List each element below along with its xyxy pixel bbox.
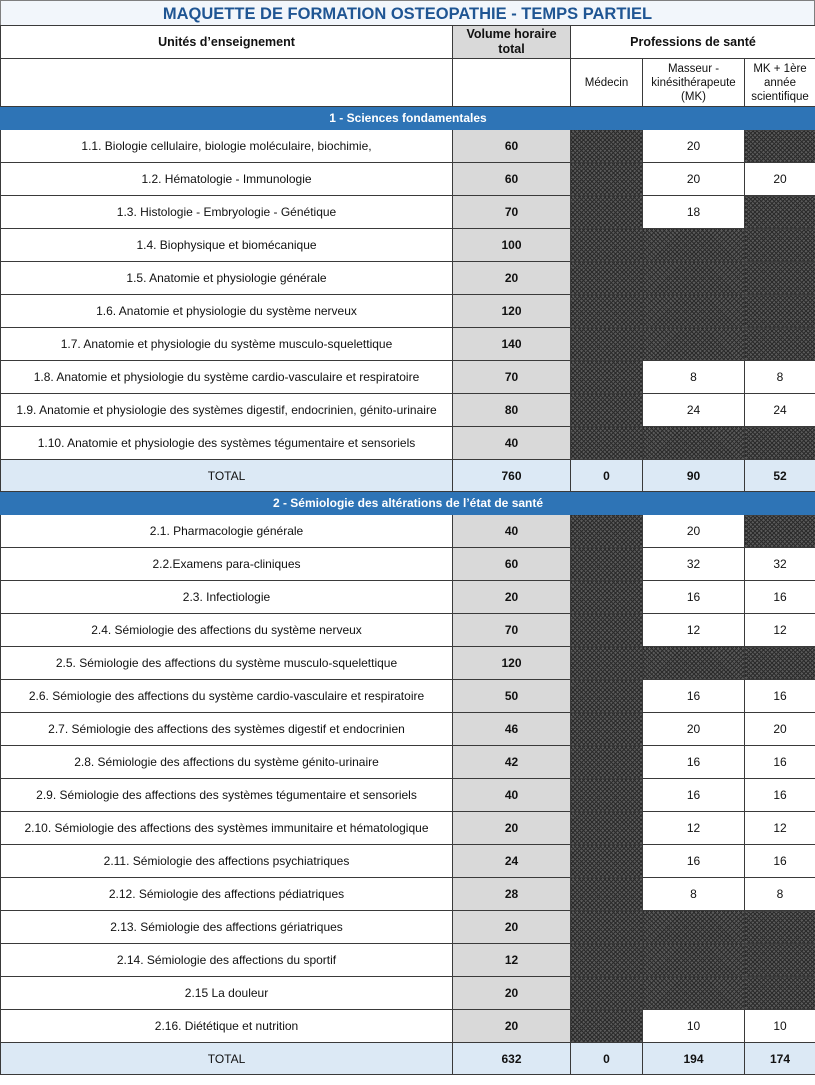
header-mk1-line1: MK + 1ère [753, 62, 807, 75]
table-row [1, 229, 815, 262]
unit-label: 2.14. Sémiologie des affections du sportif [1, 944, 453, 977]
mk-cell: 8 [643, 361, 745, 394]
unit-label: 2.5. Sémiologie des affections du système musculo-squelettique [1, 647, 453, 680]
mk1-cell: 16 [745, 746, 815, 779]
volume-cell: 40 [453, 427, 571, 460]
header-units: Unités d’enseignement [1, 26, 453, 59]
header-mk-line3: (MK) [681, 90, 706, 103]
medecin-cell-na [571, 229, 643, 262]
volume-cell: 80 [453, 394, 571, 427]
volume-cell: 70 [453, 361, 571, 394]
medecin-cell-na [571, 328, 643, 361]
mk1-cell: 8 [745, 878, 815, 911]
mk1-cell-na [745, 295, 815, 328]
mk-cell-na [643, 295, 745, 328]
volume-cell: 40 [453, 515, 571, 548]
medecin-cell-na [571, 163, 643, 196]
total-volume: 760 [453, 460, 571, 492]
unit-label: 1.5. Anatomie et physiologie générale [1, 262, 453, 295]
table-row [1, 878, 815, 911]
unit-label: 2.10. Sémiologie des affections des systèmes immunitaire et hématologique [1, 812, 453, 845]
mk-cell: 20 [643, 515, 745, 548]
mk-cell: 12 [643, 614, 745, 647]
medecin-cell-na [571, 130, 643, 163]
medecin-cell-na [571, 427, 643, 460]
unit-label: 2.2.Examens para-cliniques [1, 548, 453, 581]
table-row [1, 394, 815, 427]
mk1-cell: 20 [745, 163, 815, 196]
mk1-cell-na [745, 977, 815, 1010]
unit-label: 2.15 La douleur [1, 977, 453, 1010]
volume-cell: 40 [453, 779, 571, 812]
unit-label: 2.4. Sémiologie des affections du système nerveux [1, 614, 453, 647]
unit-label: 2.9. Sémiologie des affections des systèmes tégumentaire et sensoriels [1, 779, 453, 812]
total-label: TOTAL [1, 1043, 453, 1075]
mk1-cell: 12 [745, 614, 815, 647]
mk1-cell: 16 [745, 845, 815, 878]
table-row [1, 647, 815, 680]
table-row [1, 944, 815, 977]
unit-label: 1.1. Biologie cellulaire, biologie moléculaire, biochimie, [1, 130, 453, 163]
mk1-cell: 10 [745, 1010, 815, 1043]
unit-label: 1.10. Anatomie et physiologie des systèmes tégumentaire et sensoriels [1, 427, 453, 460]
unit-label: 2.8. Sémiologie des affections du système génito-urinaire [1, 746, 453, 779]
table-row [1, 614, 815, 647]
header-mk-line1: Masseur - [667, 62, 720, 75]
medecin-cell-na [571, 812, 643, 845]
unit-label: 2.1. Pharmacologie générale [1, 515, 453, 548]
volume-cell: 20 [453, 812, 571, 845]
medecin-cell-na [571, 647, 643, 680]
volume-cell: 28 [453, 878, 571, 911]
unit-label: 1.7. Anatomie et physiologie du système musculo-squelettique [1, 328, 453, 361]
volume-cell: 46 [453, 713, 571, 746]
volume-cell: 60 [453, 163, 571, 196]
mk1-cell: 8 [745, 361, 815, 394]
medecin-cell-na [571, 262, 643, 295]
mk1-cell-na [745, 944, 815, 977]
table-row [1, 779, 815, 812]
header-volume-blank [453, 59, 571, 107]
mk-cell: 16 [643, 779, 745, 812]
medecin-cell-na [571, 614, 643, 647]
medecin-cell-na [571, 1010, 643, 1043]
total-mk: 194 [643, 1043, 745, 1075]
table-row [1, 427, 815, 460]
mk-cell: 32 [643, 548, 745, 581]
header-volume [453, 26, 571, 59]
table-row [1, 196, 815, 229]
table-row [1, 911, 815, 944]
header-volume-line1: Volume horaire [466, 27, 557, 41]
mk-cell: 20 [643, 713, 745, 746]
medecin-cell-na [571, 977, 643, 1010]
volume-cell: 60 [453, 130, 571, 163]
total-medecin: 0 [571, 460, 643, 492]
mk-cell: 16 [643, 746, 745, 779]
volume-cell: 20 [453, 977, 571, 1010]
unit-label: 2.16. Diététique et nutrition [1, 1010, 453, 1043]
mk1-cell-na [745, 647, 815, 680]
table-row [1, 262, 815, 295]
volume-cell: 20 [453, 262, 571, 295]
total-mk1: 174 [745, 1043, 815, 1075]
medecin-cell-na [571, 746, 643, 779]
mk-cell: 8 [643, 878, 745, 911]
mk-cell-na [643, 977, 745, 1010]
table-row [1, 548, 815, 581]
mk-cell: 12 [643, 812, 745, 845]
total-row [1, 460, 815, 492]
medecin-cell-na [571, 548, 643, 581]
volume-cell: 140 [453, 328, 571, 361]
mk-cell-na [643, 328, 745, 361]
sheet-title: MAQUETTE DE FORMATION OSTEOPATHIE - TEMPS PARTIEL [0, 0, 815, 25]
table-row [1, 977, 815, 1010]
unit-label: 2.6. Sémiologie des affections du système cardio-vasculaire et respiratoire [1, 680, 453, 713]
volume-cell: 20 [453, 911, 571, 944]
mk1-cell: 16 [745, 680, 815, 713]
table-body [1, 26, 815, 1075]
mk1-cell: 12 [745, 812, 815, 845]
mk1-cell-na [745, 262, 815, 295]
header-mk [643, 59, 745, 107]
unit-label: 2.13. Sémiologie des affections gériatriques [1, 911, 453, 944]
medecin-cell-na [571, 779, 643, 812]
table-row [1, 130, 815, 163]
mk-cell: 20 [643, 130, 745, 163]
unit-label: 2.7. Sémiologie des affections des systèmes digestif et endocrinien [1, 713, 453, 746]
section-title: 1 - Sciences fondamentales [1, 107, 815, 130]
volume-cell: 70 [453, 196, 571, 229]
total-mk1: 52 [745, 460, 815, 492]
table-row [1, 746, 815, 779]
volume-cell: 50 [453, 680, 571, 713]
total-volume: 632 [453, 1043, 571, 1075]
medecin-cell-na [571, 515, 643, 548]
table-row [1, 515, 815, 548]
volume-cell: 70 [453, 614, 571, 647]
header-mk1-line2: année [764, 76, 796, 89]
mk-cell-na [643, 229, 745, 262]
header-units-blank [1, 59, 453, 107]
mk1-cell: 20 [745, 713, 815, 746]
header-medecin: Médecin [571, 59, 643, 107]
unit-label: 1.4. Biophysique et biomécanique [1, 229, 453, 262]
volume-cell: 60 [453, 548, 571, 581]
volume-cell: 100 [453, 229, 571, 262]
unit-label: 1.3. Histologie - Embryologie - Génétique [1, 196, 453, 229]
total-mk: 90 [643, 460, 745, 492]
table-row [1, 295, 815, 328]
table-row [1, 581, 815, 614]
total-row [1, 1043, 815, 1075]
table-row [1, 163, 815, 196]
medecin-cell-na [571, 845, 643, 878]
mk-cell-na [643, 647, 745, 680]
mk-cell-na [643, 427, 745, 460]
mk1-cell: 24 [745, 394, 815, 427]
table-row [1, 812, 815, 845]
section-header [1, 492, 815, 515]
header-mk-line2: kinésithérapeute [651, 76, 736, 89]
mk-cell: 20 [643, 163, 745, 196]
section-title: 2 - Sémiologie des altérations de l’état de santé [1, 492, 815, 515]
mk1-cell-na [745, 130, 815, 163]
header-professions: Professions de santé [571, 26, 815, 59]
table-row [1, 328, 815, 361]
volume-cell: 20 [453, 1010, 571, 1043]
volume-cell: 20 [453, 581, 571, 614]
header-mk1-line3: scientifique [751, 90, 809, 103]
medecin-cell-na [571, 713, 643, 746]
header-volume-line2: total [498, 42, 525, 56]
medecin-cell-na [571, 944, 643, 977]
mk1-cell-na [745, 515, 815, 548]
medecin-cell-na [571, 911, 643, 944]
mk1-cell-na [745, 229, 815, 262]
table-row [1, 713, 815, 746]
mk-cell: 16 [643, 845, 745, 878]
header-row-1 [1, 26, 815, 59]
mk-cell: 16 [643, 680, 745, 713]
mk-cell: 18 [643, 196, 745, 229]
mk1-cell-na [745, 427, 815, 460]
header-mk1 [745, 59, 815, 107]
medecin-cell-na [571, 878, 643, 911]
volume-cell: 12 [453, 944, 571, 977]
unit-label: 1.9. Anatomie et physiologie des systèmes digestif, endocrinien, génito-urinaire [1, 394, 453, 427]
mk1-cell-na [745, 911, 815, 944]
section-header [1, 107, 815, 130]
table-row [1, 1010, 815, 1043]
volume-cell: 42 [453, 746, 571, 779]
table-row [1, 845, 815, 878]
unit-label: 2.12. Sémiologie des affections pédiatriques [1, 878, 453, 911]
unit-label: 2.11. Sémiologie des affections psychiatriques [1, 845, 453, 878]
table-row [1, 680, 815, 713]
medecin-cell-na [571, 680, 643, 713]
mk1-cell: 16 [745, 779, 815, 812]
mk1-cell: 16 [745, 581, 815, 614]
mk-cell: 16 [643, 581, 745, 614]
volume-cell: 120 [453, 295, 571, 328]
medecin-cell-na [571, 361, 643, 394]
medecin-cell-na [571, 394, 643, 427]
mk-cell: 24 [643, 394, 745, 427]
mk-cell-na [643, 911, 745, 944]
mk-cell-na [643, 944, 745, 977]
total-label: TOTAL [1, 460, 453, 492]
unit-label: 1.2. Hématologie - Immunologie [1, 163, 453, 196]
unit-label: 2.3. Infectiologie [1, 581, 453, 614]
curriculum-table [0, 25, 815, 1075]
table-row [1, 361, 815, 394]
mk-cell: 10 [643, 1010, 745, 1043]
medecin-cell-na [571, 581, 643, 614]
unit-label: 1.8. Anatomie et physiologie du système cardio-vasculaire et respiratoire [1, 361, 453, 394]
mk1-cell-na [745, 196, 815, 229]
unit-label: 1.6. Anatomie et physiologie du système nerveux [1, 295, 453, 328]
mk1-cell: 32 [745, 548, 815, 581]
medecin-cell-na [571, 196, 643, 229]
total-medecin: 0 [571, 1043, 643, 1075]
volume-cell: 24 [453, 845, 571, 878]
mk-cell-na [643, 262, 745, 295]
medecin-cell-na [571, 295, 643, 328]
volume-cell: 120 [453, 647, 571, 680]
header-row-2 [1, 59, 815, 107]
mk1-cell-na [745, 328, 815, 361]
